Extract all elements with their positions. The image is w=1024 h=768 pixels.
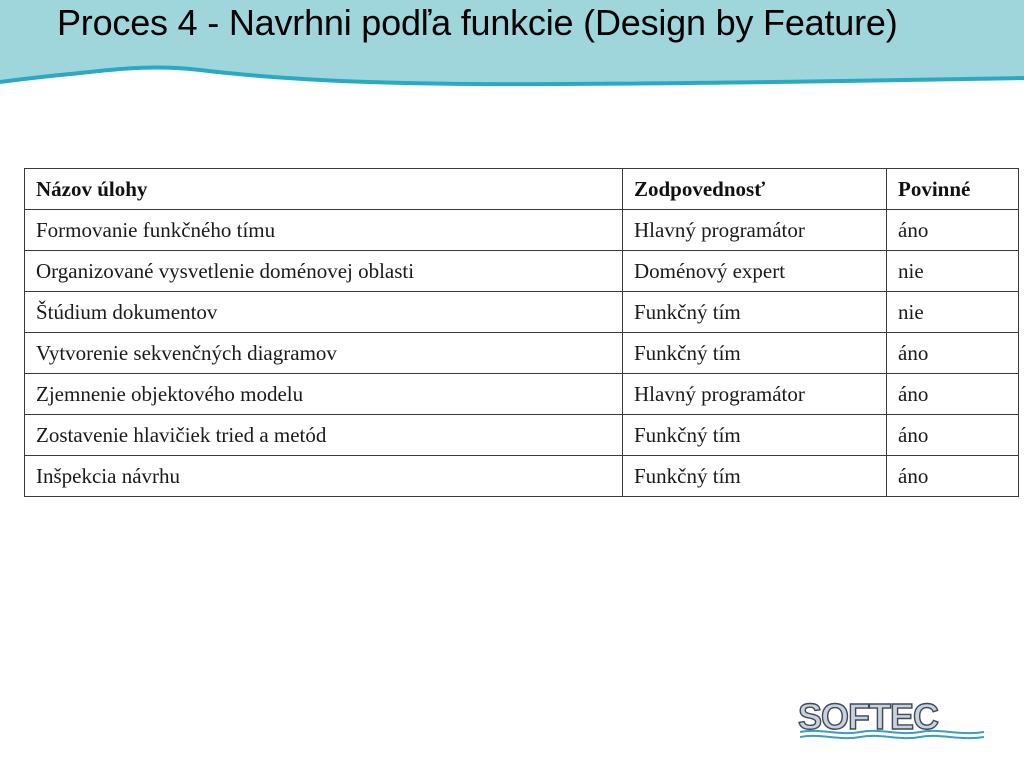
logo-text: SOFTEC: [798, 696, 939, 737]
header-task: Názov úlohy: [25, 169, 623, 210]
cell-required: nie: [887, 292, 1019, 333]
table-row: [25, 251, 1019, 292]
logo-wave-icon: [798, 727, 986, 741]
cell-required: nie: [887, 251, 1019, 292]
table-row: [25, 456, 1019, 497]
table-row: [25, 415, 1019, 456]
cell-responsibility: Doménový expert: [623, 251, 887, 292]
cell-responsibility: Funkčný tím: [623, 292, 887, 333]
cell-task: Formovanie funkčného tímu: [25, 210, 623, 251]
cell-required: áno: [887, 210, 1019, 251]
cell-responsibility: Funkčný tím: [623, 456, 887, 497]
cell-responsibility: Hlavný programátor: [623, 374, 887, 415]
cell-task: Organizované vysvetlenie doménovej oblasti: [25, 251, 623, 292]
table-row: [25, 374, 1019, 415]
cell-responsibility: Funkčný tím: [623, 333, 887, 374]
cell-task: Zjemnenie objektového modelu: [25, 374, 623, 415]
slide-title: Proces 4 - Navrhni podľa funkcie (Design by Feature): [57, 2, 898, 43]
header-responsibility: Zodpovednosť: [623, 169, 887, 210]
cell-task: Vytvorenie sekvenčných diagramov: [25, 333, 623, 374]
cell-responsibility: Hlavný programátor: [623, 210, 887, 251]
cell-required: áno: [887, 374, 1019, 415]
cell-task: Zostavenie hlavičiek tried a metód: [25, 415, 623, 456]
table-row: [25, 292, 1019, 333]
header-required: Povinné: [887, 169, 1019, 210]
cell-required: áno: [887, 456, 1019, 497]
cell-task: Štúdium dokumentov: [25, 292, 623, 333]
table-row: [25, 333, 1019, 374]
cell-responsibility: Funkčný tím: [623, 415, 887, 456]
table-row: [25, 210, 1019, 251]
cell-task: Inšpekcia návrhu: [25, 456, 623, 497]
softec-logo: [798, 697, 988, 743]
cell-required: áno: [887, 333, 1019, 374]
cell-required: áno: [887, 415, 1019, 456]
task-table: [24, 168, 1019, 497]
table-header-row: [25, 169, 1019, 210]
